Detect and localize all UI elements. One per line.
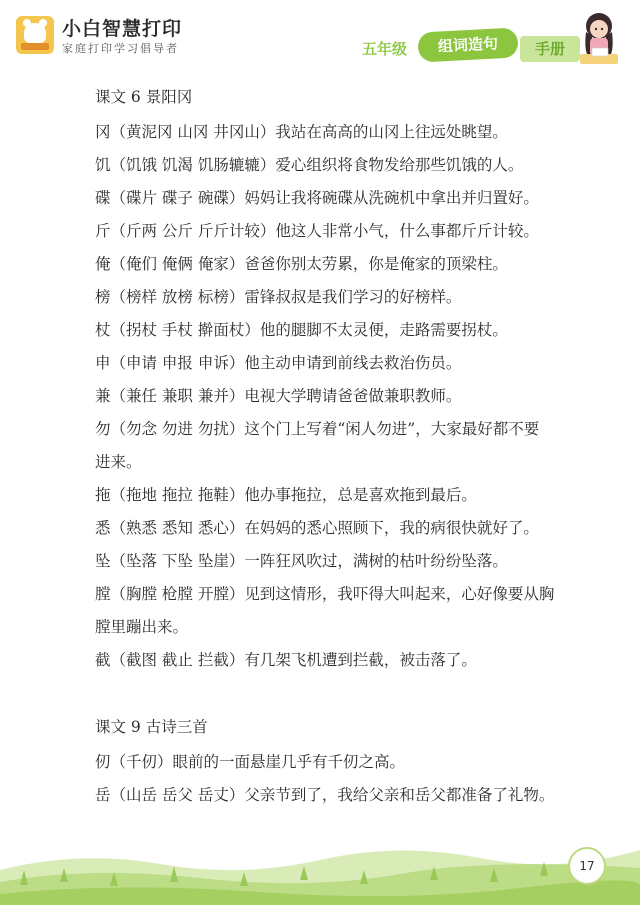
grade-label: 五年级	[362, 40, 408, 58]
section-title: 课文 9 古诗三首	[95, 718, 208, 736]
section-title: 课文 6 景阳冈	[95, 88, 193, 106]
vocab-entry: 勿（勿念 勿进 勿扰）这个门上写着“闲人勿进”，大家最好都不要	[95, 420, 540, 438]
topic-label: 组词造句	[417, 27, 518, 62]
vocab-entry: 申（申请 申报 申诉）他主动申请到前线去救治伤员。	[95, 354, 462, 372]
vocab-entry: 饥（饥饿 饥渴 饥肠辘辘）爱心组织将食物发给那些饥饿的人。	[95, 156, 524, 174]
vocab-entry: 仞（千仞）眼前的一面悬崖几乎有千仞之高。	[95, 753, 406, 771]
grass-footer-decoration	[0, 830, 640, 905]
vocab-entry-continued: 膛里蹦出来。	[95, 618, 189, 636]
page-number: 17	[568, 847, 606, 885]
vocab-entry: 榜（榜样 放榜 标榜）雷锋叔叔是我们学习的好榜样。	[95, 288, 462, 306]
vocab-entry: 杖（拐杖 手杖 擀面杖）他的腿脚不太灵便，走路需要拐杖。	[95, 321, 508, 339]
page-header	[0, 0, 640, 80]
vocab-entry: 冈（黄泥冈 山冈 井冈山）我站在高高的山冈上往远处眺望。	[95, 123, 508, 141]
vocab-entry: 斤（斤两 公斤 斤斤计较）他这人非常小气，什么事都斤斤计较。	[95, 222, 539, 240]
vocab-entry: 兼（兼任 兼职 兼并）电视大学聘请爸爸做兼职教师。	[95, 387, 462, 405]
vocab-entry: 坠（坠落 下坠 坠崖）一阵狂风吹过，满树的枯叶纷纷坠落。	[95, 552, 508, 570]
vocab-entry: 膛（胸膛 枪膛 开膛）见到这情形，我吓得大叫起来，心好像要从胸	[95, 585, 555, 603]
handbook-label: 手册	[520, 36, 580, 62]
vocab-entry: 岳（山岳 岳父 岳丈）父亲节到了，我给父亲和岳父都准备了礼物。	[95, 786, 555, 804]
vocab-entry: 悉（熟悉 悉知 悉心）在妈妈的悉心照顾下，我的病很快就好了。	[95, 519, 539, 537]
girl-reading-icon	[574, 12, 624, 68]
brand-name: 小白智慧打印	[62, 18, 183, 40]
vocab-entry: 截（截图 截止 拦截）有几架飞机遭到拦截，被击落了。	[95, 651, 477, 669]
vocab-entry: 俺（俺们 俺俩 俺家）爸爸你别太劳累，你是俺家的顶梁柱。	[95, 255, 508, 273]
vocab-entry: 碟（碟片 碟子 碗碟）妈妈让我将碗碟从洗碗机中拿出并归置好。	[95, 189, 539, 207]
vocab-entry-continued: 进来。	[95, 453, 142, 471]
brand-slogan: 家庭打印学习倡导者	[62, 42, 179, 55]
dog-book-logo-icon	[16, 16, 54, 54]
vocab-entry: 拖（拖地 拖拉 拖鞋）他办事拖拉，总是喜欢拖到最后。	[95, 486, 477, 504]
